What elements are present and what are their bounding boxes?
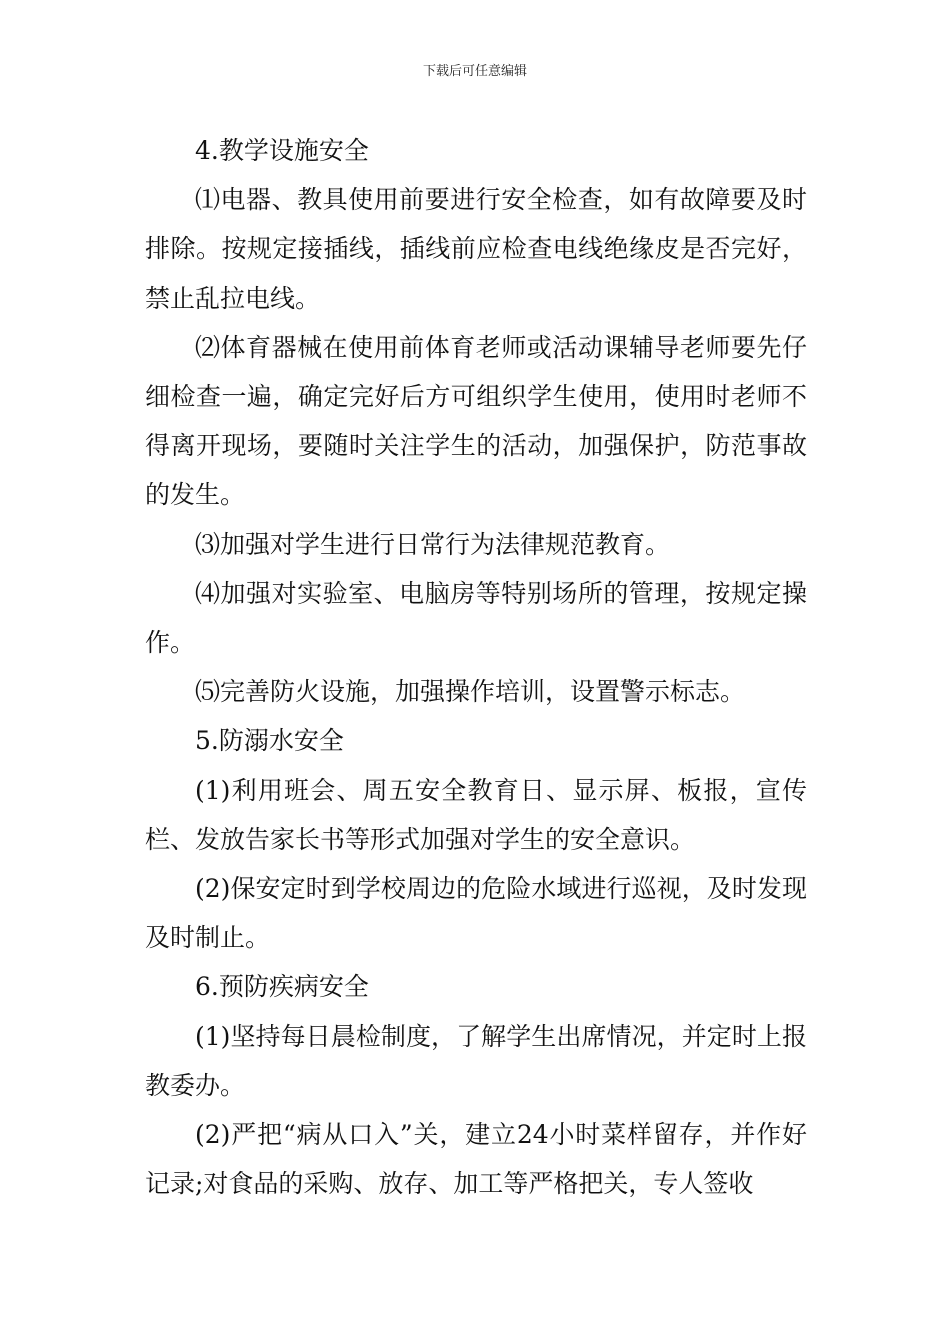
paragraph-sports-equipment: ⑵体育器械在使用前体育老师或活动课辅导老师要先仔细检查一遍，确定完好后方可组织学生使用，使用时老师不得离开现场，要随时关注学生的活动，加强保护，防范事故的发生。 bbox=[145, 332, 807, 510]
section-heading-disease-prevention: 6.预防疾病安全 bbox=[195, 972, 369, 1002]
paragraph-behavior-education: ⑶加强对学生进行日常行为法律规范教育。 bbox=[195, 529, 671, 559]
paragraph-morning-check: (1)坚持每日晨检制度，了解学生出席情况，并定时上报教委办。 bbox=[145, 1021, 807, 1100]
page-header: 下载后可任意编辑 bbox=[422, 64, 527, 79]
document-body bbox=[145, 126, 807, 1208]
paragraph-fire-prevention: ⑸完善防火设施，加强操作培训，设置警示标志。 bbox=[195, 677, 746, 707]
paragraph-lab-management: ⑷加强对实验室、电脑房等特别场所的管理，按规定操作。 bbox=[145, 578, 807, 658]
section-heading-drowning-prevention: 5.防溺水安全 bbox=[195, 726, 344, 756]
paragraph-food-safety: (2)严把“病从口入”关，建立24小时菜样留存，并作好记录;对食品的采购、放存、加工等严格把关，专人签收 bbox=[145, 1120, 807, 1199]
paragraph-safety-awareness: (1)利用班会、周五安全教育日、显示屏、板报，宣传栏、发放告家长书等形式加强对学生的安全意识。 bbox=[145, 775, 807, 854]
paragraph-water-patrol: (2)保安定时到学校周边的危险水域进行巡视，及时发现及时制止。 bbox=[145, 874, 807, 953]
section-heading-teaching-facilities: 4.教学设施安全 bbox=[195, 136, 369, 165]
paragraph-electrical-equipment: ⑴电器、教具使用前要进行安全检查，如有故障要及时排除。按规定接插线，插线前应检查电线绝缘皮是否完好，禁止乱拉电线。 bbox=[145, 185, 807, 313]
